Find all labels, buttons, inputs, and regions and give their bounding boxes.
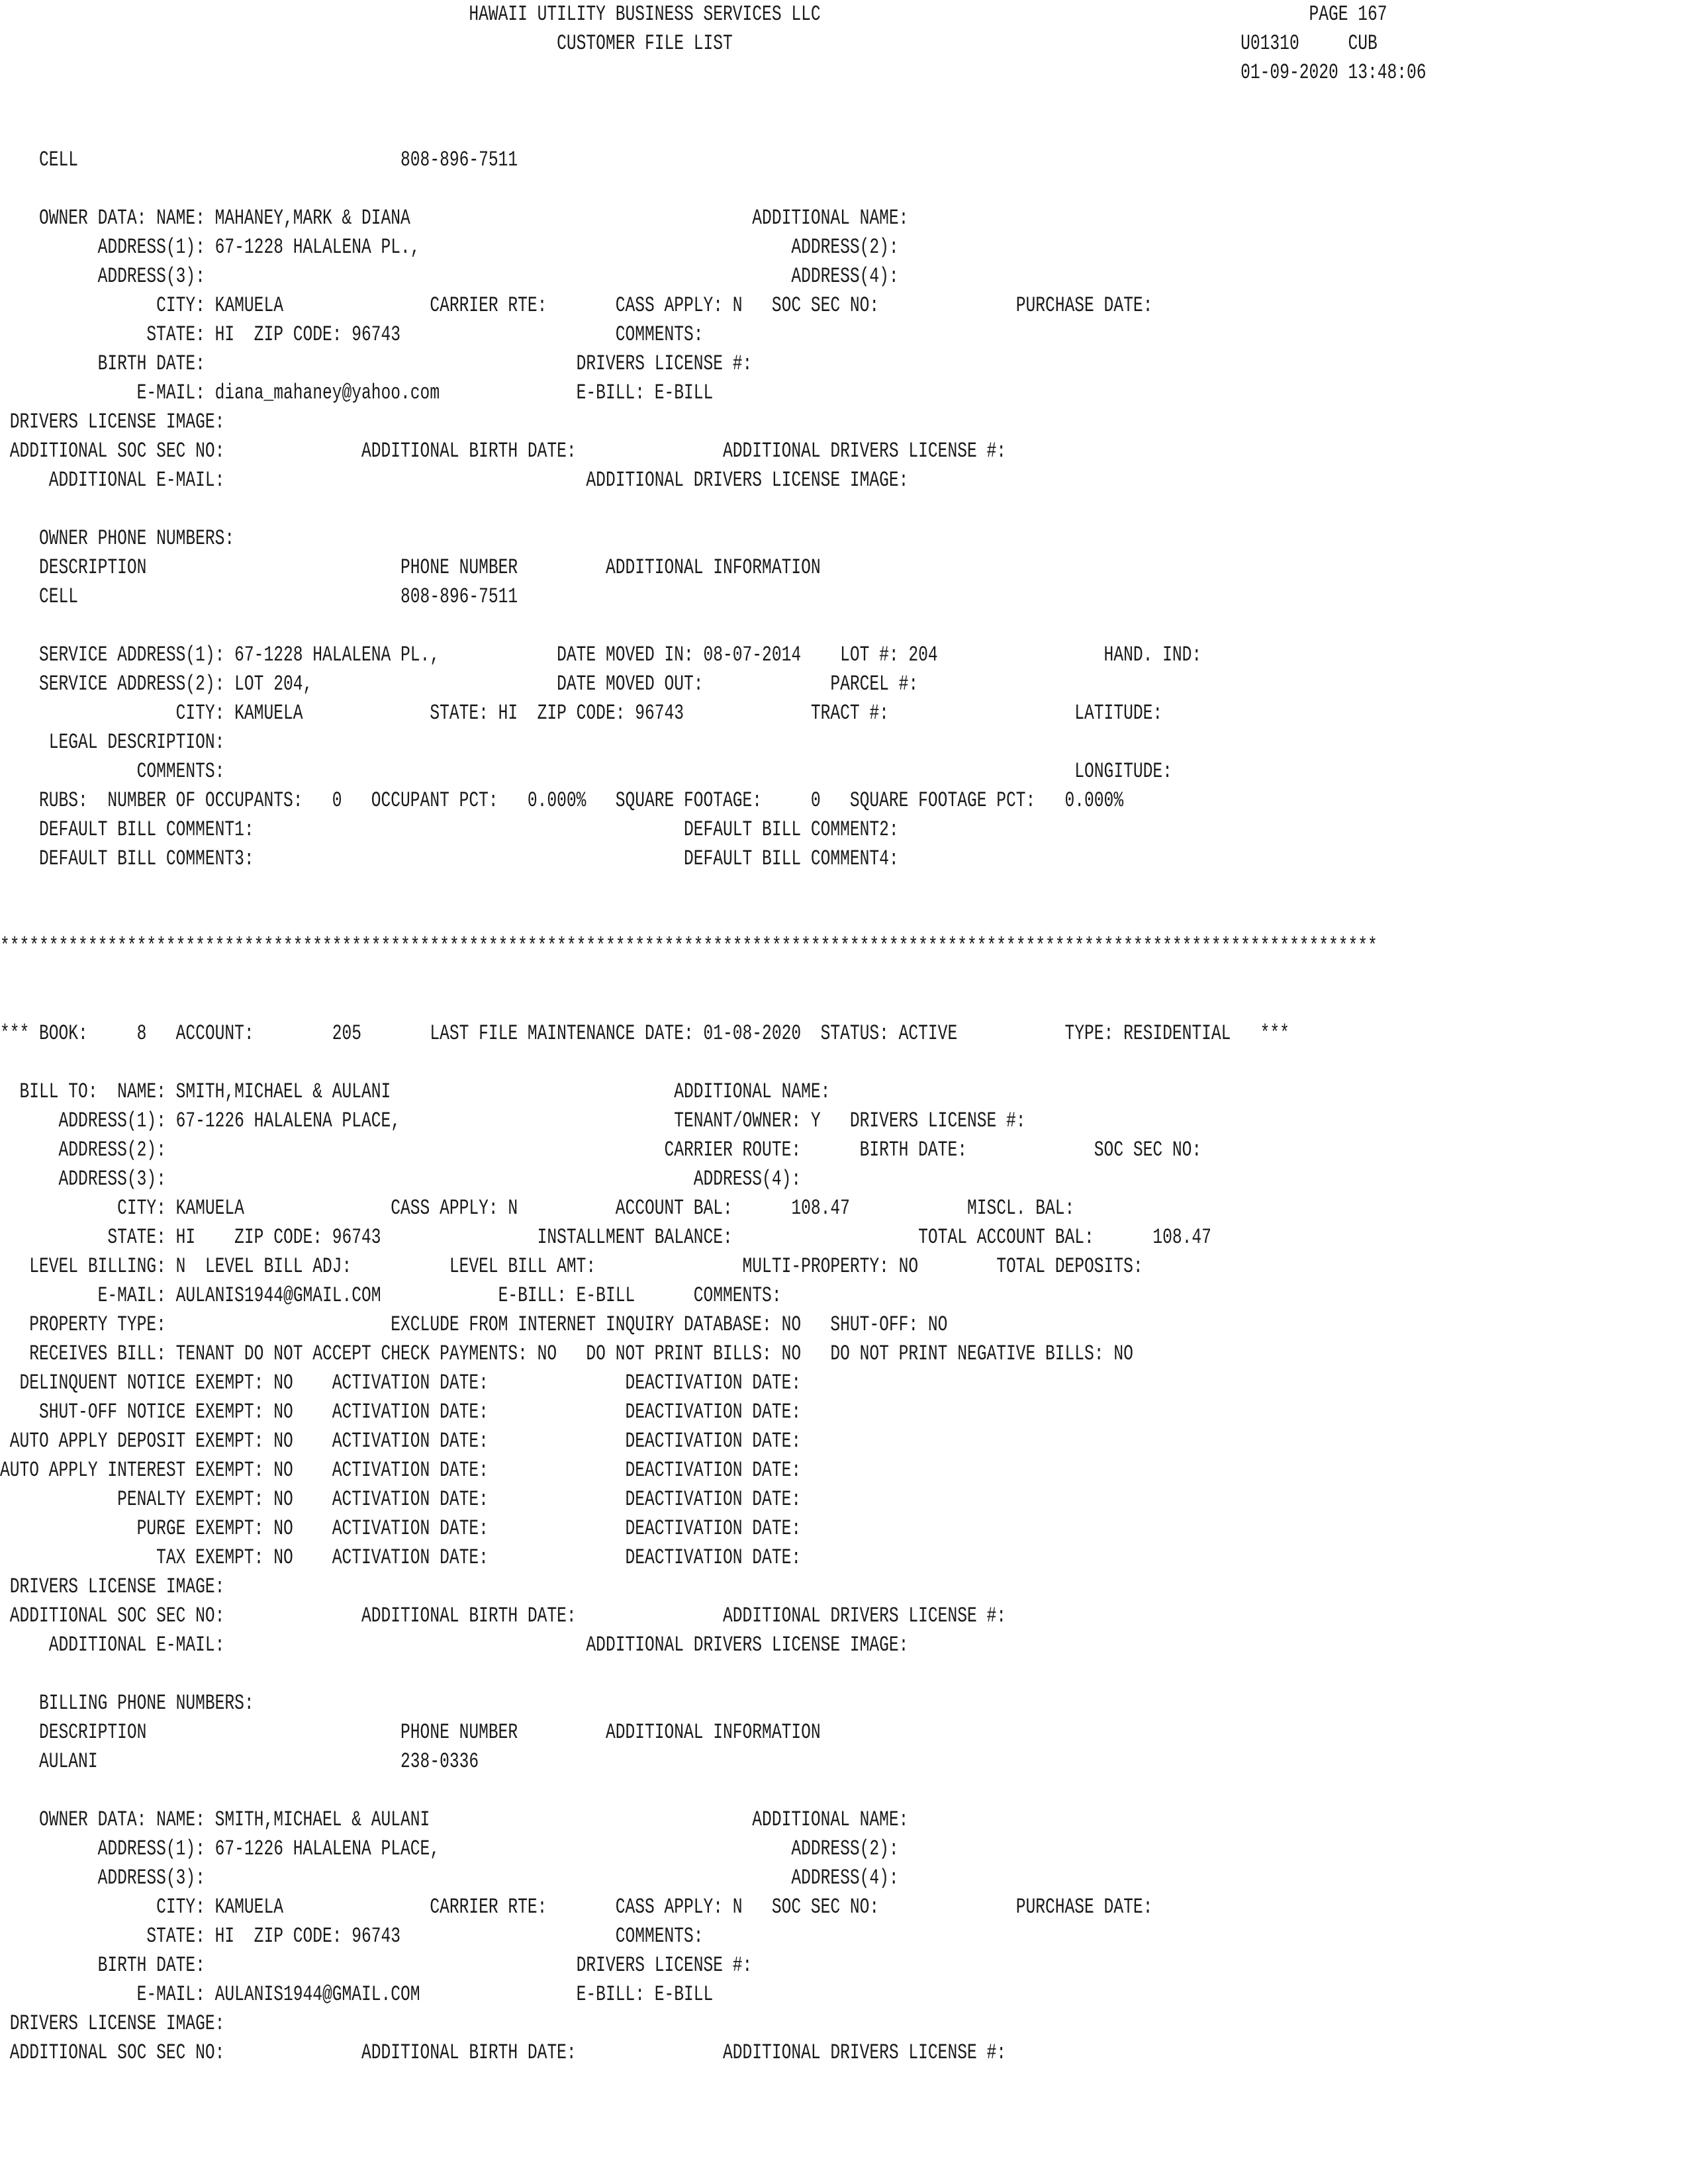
tax-exempt-line: TAX EXEMPT: NO ACTIVATION DATE: DEACTIVATION DATE: <box>0 1545 802 1570</box>
owner-data-name-line: OWNER DATA: NAME: SMITH,MICHAEL & AULANI ADDITIONAL NAME: <box>0 1807 909 1832</box>
phone-cell-line: CELL 808-896-7511 <box>0 148 518 172</box>
shut-off-notice-exempt-line: SHUT-OFF NOTICE EXEMPT: NO ACTIVATION DATE: DEACTIVATION DATE: <box>0 1400 802 1424</box>
owner-city-line: CITY: KAMUELA CARRIER RTE: CASS APPLY: N SOC SEC NO: PURCHASE DATE: <box>0 293 1153 318</box>
default-bill-comment-3-4-line: DEFAULT BILL COMMENT3: DEFAULT BILL COMMENT4: <box>0 846 899 871</box>
delinquent-notice-exempt-line: DELINQUENT NOTICE EXEMPT: NO ACTIVATION DATE: DEACTIVATION DATE: <box>0 1371 802 1395</box>
owner-address-1-line: ADDRESS(1): 67-1228 HALALENA PL., ADDRESS(2): <box>0 235 899 259</box>
report-header-timestamp-line: 01-09-2020 13:48:06 <box>0 60 1427 85</box>
service-address-1-line: SERVICE ADDRESS(1): 67-1228 HALALENA PL., DATE MOVED IN: 08-07-2014 LOT #: 204 HAND. IND: <box>0 643 1202 667</box>
legal-description-line: LEGAL DESCRIPTION: <box>0 730 225 754</box>
owner-data-name-line: OWNER DATA: NAME: MAHANEY,MARK & DIANA ADDITIONAL NAME: <box>0 206 909 230</box>
receives-bill-line: RECEIVES BILL: TENANT DO NOT ACCEPT CHECK PAYMENTS: NO DO NOT PRINT BILLS: NO DO NOT PRINT NEGATIVE BILLS: NO <box>0 1342 1133 1366</box>
owner-phone-numbers-heading: OWNER PHONE NUMBERS: <box>0 526 235 551</box>
service-comments-line: COMMENTS: LONGITUDE: <box>0 759 1172 784</box>
additional-email-line: ADDITIONAL E-MAIL: ADDITIONAL DRIVERS LICENSE IMAGE: <box>0 1633 909 1657</box>
owner-email-line: E-MAIL: diana_mahaney@yahoo.com E-BILL: E-BILL <box>0 381 714 405</box>
additional-soc-sec-line: ADDITIONAL SOC SEC NO: ADDITIONAL BIRTH DATE: ADDITIONAL DRIVERS LICENSE #: <box>0 439 1006 463</box>
owner-state-line: STATE: HI ZIP CODE: 96743 COMMENTS: <box>0 322 704 347</box>
phone-table-row: AULANI 238-0336 <box>0 1749 479 1774</box>
drivers-license-image-line: DRIVERS LICENSE IMAGE: <box>0 410 225 434</box>
bill-to-address-1-line: ADDRESS(1): 67-1226 HALALENA PLACE, TENANT/OWNER: Y DRIVERS LICENSE #: <box>0 1109 1026 1133</box>
phone-table-row: CELL 808-896-7511 <box>0 584 518 609</box>
billing-phone-numbers-heading: BILLING PHONE NUMBERS: <box>0 1691 254 1715</box>
owner-city-line: CITY: KAMUELA CARRIER RTE: CASS APPLY: N SOC SEC NO: PURCHASE DATE: <box>0 1895 1153 1919</box>
default-bill-comment-1-2-line: DEFAULT BILL COMMENT1: DEFAULT BILL COMMENT2: <box>0 817 899 842</box>
phone-table-header: DESCRIPTION PHONE NUMBER ADDITIONAL INFORMATION <box>0 555 821 580</box>
owner-birth-date-line: BIRTH DATE: DRIVERS LICENSE #: <box>0 351 753 376</box>
asterisk-separator-line: ********************************************************************************************************************************************* <box>0 934 1378 958</box>
bill-to-city-line: CITY: KAMUELA CASS APPLY: N ACCOUNT BAL: 108.47 MISCL. BAL: <box>0 1196 1075 1220</box>
service-city-line: CITY: KAMUELA STATE: HI ZIP CODE: 96743 TRACT #: LATITUDE: <box>0 701 1163 725</box>
report-header-title-line: HAWAII UTILITY BUSINESS SERVICES LLC PAGE 167 <box>0 2 1387 26</box>
owner-birth-date-line: BIRTH DATE: DRIVERS LICENSE #: <box>0 1953 753 1978</box>
additional-email-line: ADDITIONAL E-MAIL: ADDITIONAL DRIVERS LICENSE IMAGE: <box>0 468 909 492</box>
purge-exempt-line: PURGE EXEMPT: NO ACTIVATION DATE: DEACTIVATION DATE: <box>0 1516 802 1541</box>
owner-address-1-line: ADDRESS(1): 67-1226 HALALENA PLACE, ADDRESS(2): <box>0 1837 899 1861</box>
bill-to-address-2-line: ADDRESS(2): CARRIER ROUTE: BIRTH DATE: SOC SEC NO: <box>0 1138 1202 1162</box>
owner-address-3-line: ADDRESS(3): ADDRESS(4): <box>0 264 899 289</box>
additional-soc-sec-line: ADDITIONAL SOC SEC NO: ADDITIONAL BIRTH DATE: ADDITIONAL DRIVERS LICENSE #: <box>0 2040 1006 2065</box>
report-header-subtitle-line: CUSTOMER FILE LIST U01310 CUB <box>0 31 1378 56</box>
drivers-license-image-line: DRIVERS LICENSE IMAGE: <box>0 2011 225 2036</box>
owner-email-line: E-MAIL: AULANIS1944@GMAIL.COM E-BILL: E-BILL <box>0 1982 714 2007</box>
bill-to-address-3-line: ADDRESS(3): ADDRESS(4): <box>0 1167 802 1191</box>
property-type-line: PROPERTY TYPE: EXCLUDE FROM INTERNET INQUIRY DATABASE: NO SHUT-OFF: NO <box>0 1312 948 1337</box>
bill-to-state-line: STATE: HI ZIP CODE: 96743 INSTALLMENT BALANCE: TOTAL ACCOUNT BAL: 108.47 <box>0 1225 1211 1250</box>
additional-soc-sec-line: ADDITIONAL SOC SEC NO: ADDITIONAL BIRTH DATE: ADDITIONAL DRIVERS LICENSE #: <box>0 1604 1006 1628</box>
auto-apply-interest-exempt-line: AUTO APPLY INTEREST EXEMPT: NO ACTIVATION DATE: DEACTIVATION DATE: <box>0 1458 802 1482</box>
phone-table-header: DESCRIPTION PHONE NUMBER ADDITIONAL INFORMATION <box>0 1720 821 1745</box>
penalty-exempt-line: PENALTY EXEMPT: NO ACTIVATION DATE: DEACTIVATION DATE: <box>0 1487 802 1512</box>
owner-address-3-line: ADDRESS(3): ADDRESS(4): <box>0 1866 899 1890</box>
account-header-line: *** BOOK: 8 ACCOUNT: 205 LAST FILE MAINTENANCE DATE: 01-08-2020 STATUS: ACTIVE TYPE: RESIDENTIAL *** <box>0 1021 1289 1046</box>
level-billing-line: LEVEL BILLING: N LEVEL BILL ADJ: LEVEL BILL AMT: MULTI-PROPERTY: NO TOTAL DEPOSITS: <box>0 1254 1143 1279</box>
drivers-license-image-line: DRIVERS LICENSE IMAGE: <box>0 1574 225 1599</box>
bill-to-email-line: E-MAIL: AULANIS1944@GMAIL.COM E-BILL: E-BILL COMMENTS: <box>0 1283 782 1308</box>
rubs-line: RUBS: NUMBER OF OCCUPANTS: 0 OCCUPANT PCT: 0.000% SQUARE FOOTAGE: 0 SQUARE FOOTAGE PCT: 0.000% <box>0 788 1124 813</box>
service-address-2-line: SERVICE ADDRESS(2): LOT 204, DATE MOVED OUT: PARCEL #: <box>0 672 919 696</box>
bill-to-name-line: BILL TO: NAME: SMITH,MICHAEL & AULANI ADDITIONAL NAME: <box>0 1079 831 1104</box>
owner-state-line: STATE: HI ZIP CODE: 96743 COMMENTS: <box>0 1924 704 1948</box>
auto-apply-deposit-exempt-line: AUTO APPLY DEPOSIT EXEMPT: NO ACTIVATION DATE: DEACTIVATION DATE: <box>0 1429 802 1453</box>
